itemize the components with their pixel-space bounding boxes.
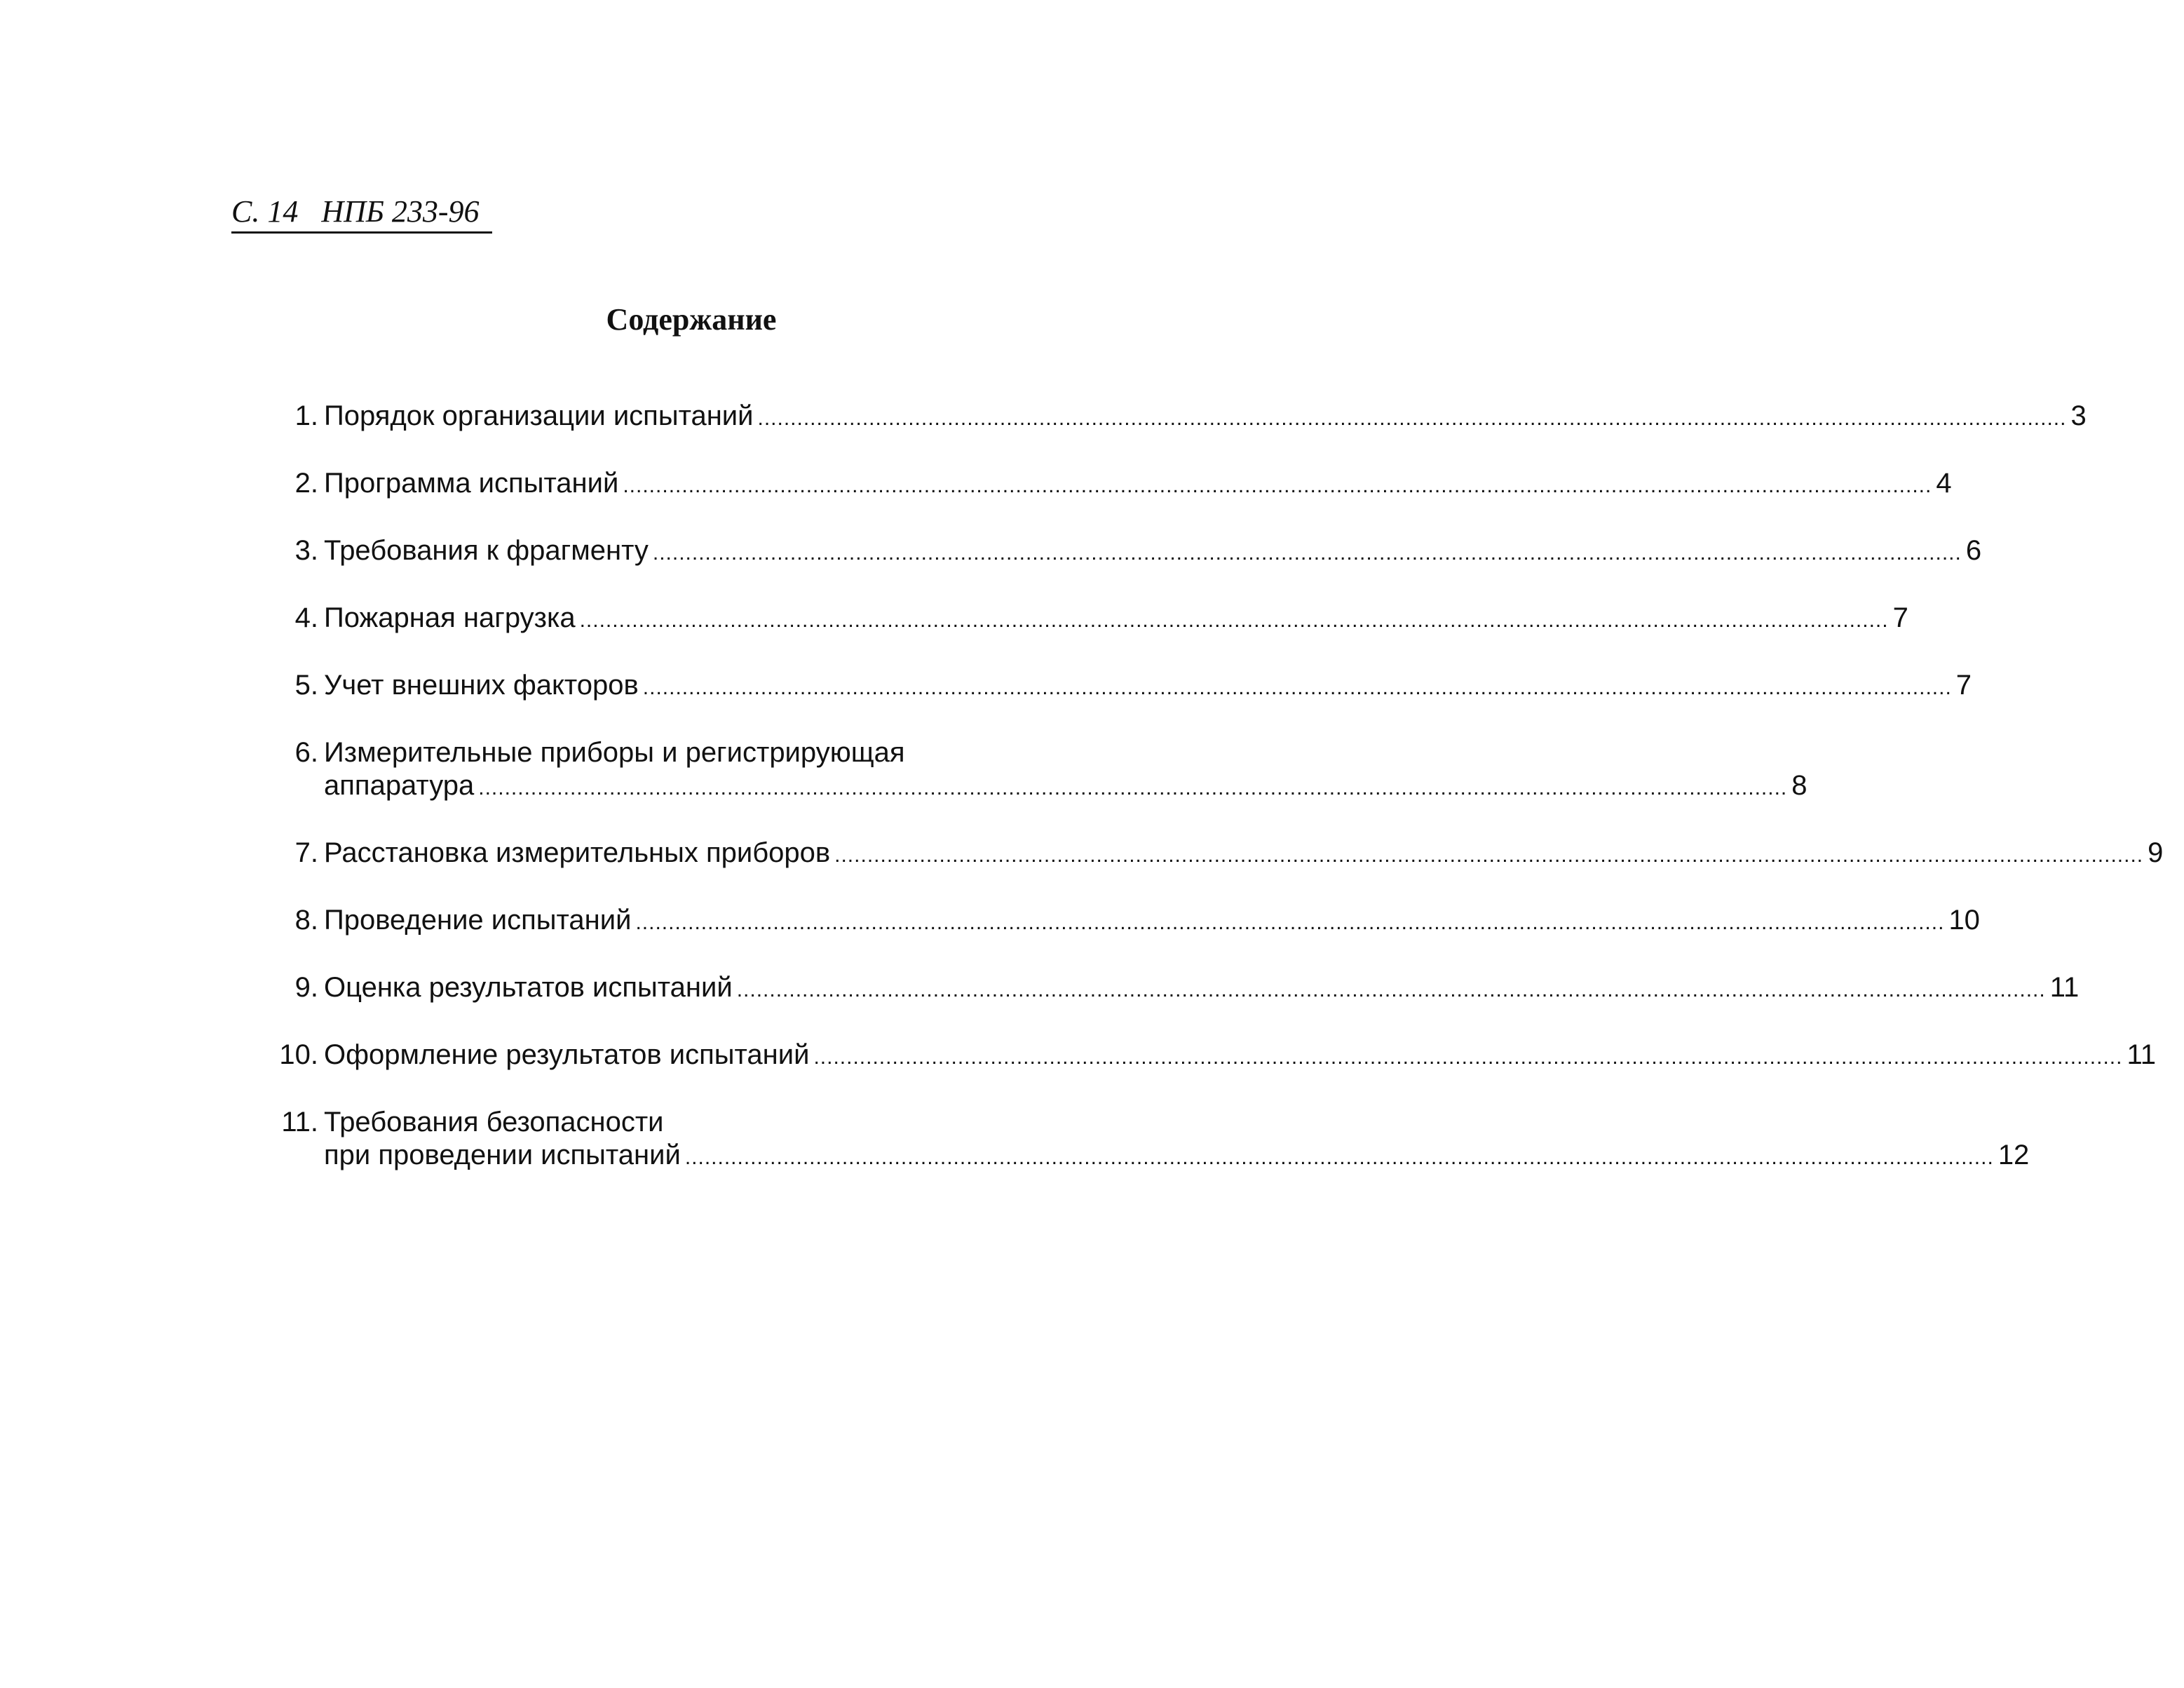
toc-dot-leader: ........................................................................................................................................................................................................ [813, 1046, 2123, 1069]
toc-dot-leader: ........................................................................................................................................................................................................ [635, 911, 1945, 934]
toc-entry-number: 9. [294, 972, 318, 1003]
toc-page-number: 4 [1936, 468, 1952, 499]
toc-entry-body [324, 904, 1980, 939]
toc-entry-line [324, 534, 1982, 569]
toc-dot-leader: ........................................................................................................................................................................................................ [652, 541, 1962, 565]
toc-entry [272, 971, 2080, 1006]
toc-entry-title: Расстановка измерительных приборов [324, 837, 831, 868]
toc-entry-number: 8. [294, 905, 318, 936]
toc-page-number: 12 [1998, 1140, 2030, 1170]
toc-dot-leader: ........................................................................................................................................................................................................ [834, 844, 2144, 867]
toc-entry-body [324, 602, 1908, 637]
toc-dot-leader: ........................................................................................................................................................................................................ [642, 676, 1952, 699]
toc-entry [272, 602, 1908, 637]
toc-entry [272, 534, 1982, 569]
toc-entry-body [324, 1039, 2156, 1074]
toc-entry [272, 1106, 2030, 1174]
page-header [231, 195, 492, 234]
toc-entry-title: Порядок организации испытаний [324, 400, 754, 431]
toc-entry-title-line: Требования безопасности [324, 1107, 664, 1137]
toc-entry [272, 1039, 2156, 1074]
toc-page-number: 7 [1892, 602, 1908, 633]
toc-page-number: 11 [2049, 972, 2080, 1003]
toc-entry-number: 1. [294, 400, 318, 431]
toc-entry-number: 7. [294, 837, 318, 868]
toc-entry [272, 904, 1980, 939]
toc-entry-body [324, 837, 2164, 872]
toc-entry-line [324, 971, 2080, 1006]
toc-dot-leader: ........................................................................................................................................................................................................ [579, 609, 1889, 632]
toc-entry-line [324, 904, 1980, 939]
toc-entry-line [324, 769, 1807, 804]
toc-entry [272, 400, 2087, 435]
toc-entry-line [324, 467, 1952, 502]
toc-page-number: 7 [1955, 670, 1972, 701]
toc-entry [272, 669, 1972, 704]
toc-entry-title: Требования к фрагменту [324, 535, 649, 566]
toc-entry-number: 3. [294, 535, 318, 566]
toc-page-number: 11 [2127, 1039, 2156, 1070]
toc-dot-leader: ........................................................................................................................................................................................................ [736, 978, 2046, 1001]
toc-entry-title: при проведении испытаний [324, 1140, 681, 1170]
document-code: НПБ 233-96 [321, 194, 480, 229]
toc-entry-number: 4. [294, 602, 318, 633]
toc-page-number: 9 [2148, 837, 2164, 868]
toc-entry-line [324, 669, 1972, 704]
toc-entry-title: Оформление результатов испытаний [324, 1039, 810, 1070]
toc-entry-number: 5. [294, 670, 318, 701]
page-title: Содержание [606, 302, 777, 337]
header-spacer [298, 194, 321, 229]
toc-entry-title: Программа испытаний [324, 468, 619, 499]
toc-entry [272, 736, 1807, 804]
toc-entry-body [324, 669, 1972, 704]
toc-dot-leader: ........................................................................................................................................................................................................ [757, 407, 2067, 430]
toc-entry-number: 11. [281, 1107, 318, 1137]
toc-entry-line [324, 400, 2087, 435]
toc-entry-body [324, 971, 2080, 1006]
toc-page-number: 3 [2070, 400, 2087, 431]
toc-entry-body [324, 1106, 2030, 1174]
toc-dot-leader: ........................................................................................................................................................................................................ [684, 1146, 1994, 1169]
toc-entry-body [324, 467, 1952, 502]
toc-entry-line [324, 1139, 2030, 1174]
toc-entry-body [324, 400, 2087, 435]
toc-entry-line [324, 602, 1908, 637]
toc-entry-title-line: Измерительные приборы и регистрирующая [324, 737, 905, 768]
toc-page-number: 6 [1965, 535, 1982, 566]
toc-dot-leader: ........................................................................................................................................................................................................ [478, 776, 1788, 799]
toc-entry-line [324, 1039, 2156, 1074]
toc-entry-body [324, 534, 1982, 569]
toc-entry [272, 837, 2164, 872]
page-number: С. 14 [231, 194, 299, 229]
toc-dot-leader: ........................................................................................................................................................................................................ [623, 474, 1932, 497]
toc-entry-title: аппаратура [324, 770, 475, 801]
toc-entry-body [324, 736, 1807, 804]
toc-page-number: 10 [1948, 905, 1980, 936]
toc-entry-title: Учет внешних факторов [324, 670, 639, 701]
table-of-contents [272, 400, 2164, 1206]
toc-entry-number: 2. [294, 468, 318, 499]
toc-entry-title: Оценка результатов испытаний [324, 972, 733, 1003]
toc-entry [272, 467, 1952, 502]
toc-entry-number: 6. [294, 737, 318, 768]
toc-entry-title: Проведение испытаний [324, 905, 632, 936]
toc-entry-number: 10. [279, 1039, 318, 1070]
toc-page-number: 8 [1791, 770, 1807, 801]
toc-entry-title: Пожарная нагрузка [324, 602, 576, 633]
toc-entry-line [324, 837, 2164, 872]
